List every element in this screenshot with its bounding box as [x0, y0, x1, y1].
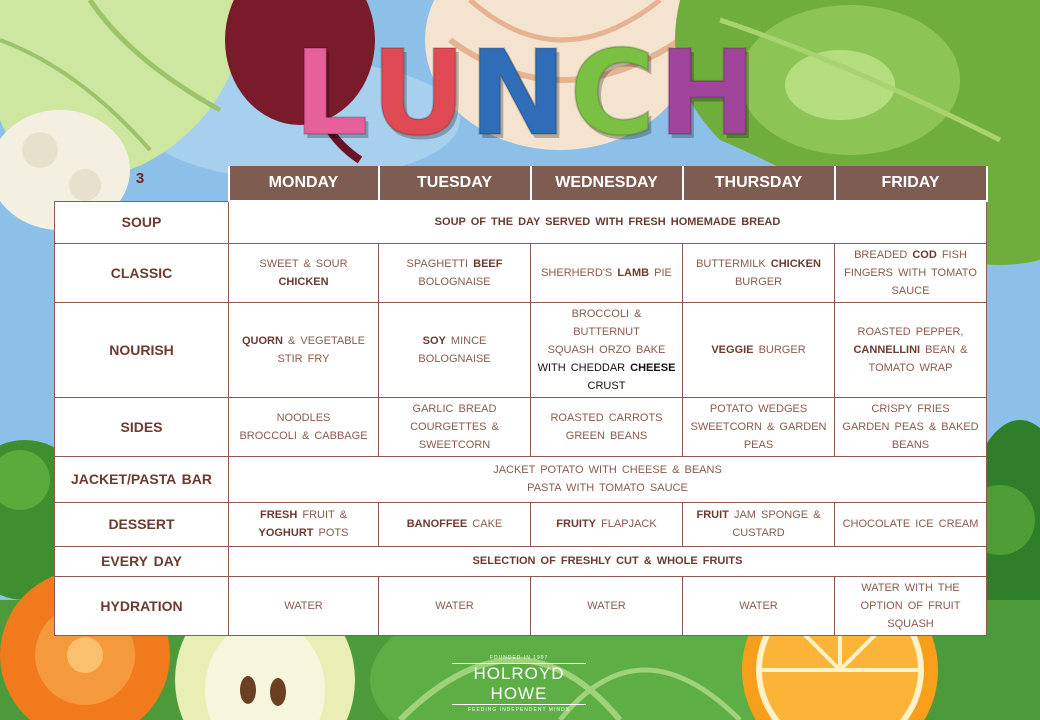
cell-line: BREADED COD FISH — [854, 248, 967, 261]
title-letter: H — [657, 24, 757, 162]
day-header: TUESDAY — [379, 166, 531, 201]
menu-item-cell — [229, 502, 379, 546]
highlighted-ingredient: BANOFFEE — [406, 518, 468, 530]
cell-line: NOODLES — [276, 411, 331, 424]
holroyd-howe-logo — [444, 655, 594, 713]
cell-line: GARDEN PEAS & BAKED — [842, 420, 979, 433]
cell-line: SELECTION OF FRESHLY CUT & WHOLE FRUITS — [472, 555, 743, 567]
highlighted-ingredient: COD — [912, 248, 937, 261]
day-header: THURSDAY — [683, 166, 835, 201]
menu-row — [55, 576, 987, 635]
cell-line: CANNELLINI BEAN & — [853, 343, 968, 356]
lunch-title — [293, 22, 757, 162]
cell-line: SWEET & SOUR — [259, 257, 348, 270]
row-category-label: SIDES — [55, 397, 229, 456]
cell-line: CRUST — [587, 379, 626, 392]
menu-item-cell — [683, 397, 835, 456]
menu-row — [55, 201, 987, 243]
cell-line — [235, 273, 372, 291]
logo-founded: FOUNDED IN 1997 — [489, 655, 549, 661]
menu-item-cell — [683, 576, 835, 635]
highlighted-ingredient: CHICKEN — [278, 275, 329, 288]
cell-line: FRESH FRUIT & — [260, 509, 347, 521]
menu-item-cell — [379, 576, 531, 635]
menu-item-cell — [683, 502, 835, 546]
day-header: MONDAY — [229, 166, 379, 201]
menu-item-cell — [379, 502, 531, 546]
cell-line: PEAS — [743, 438, 774, 451]
header-corner — [55, 166, 229, 201]
cell-line: TOMATO WRAP — [868, 361, 953, 374]
highlighted-ingredient: VEGGIE — [711, 343, 754, 356]
menu-item-cell — [531, 502, 683, 546]
all-week-cell — [229, 546, 987, 576]
menu-item-cell — [531, 576, 683, 635]
cell-line: STIR FRY — [277, 352, 330, 365]
cell-line: FINGERS WITH TOMATO — [844, 266, 977, 279]
cell-line: SQUASH — [887, 617, 934, 630]
cell-line: QUORN & VEGETABLE — [241, 334, 365, 347]
cell-line: POTATO WEDGES — [709, 402, 808, 415]
cell-line: CHOCOLATE ICE CREAM — [842, 518, 979, 530]
week-number: 3 — [135, 170, 145, 187]
menu-item-cell — [531, 397, 683, 456]
cell-line: COURGETTES & — [410, 420, 499, 433]
menu-row — [55, 456, 987, 502]
row-category-label: EVERY DAY — [55, 546, 229, 576]
logo-name: HOLROYD HOWE — [452, 663, 586, 705]
cell-line: CRISPY FRIES — [871, 402, 950, 415]
cell-line: BUTTERMILK CHICKEN — [696, 257, 821, 270]
row-category-label: DESSERT — [55, 502, 229, 546]
highlighted-ingredient: FRUITY — [556, 518, 597, 530]
cell-line: SOY MINCE BOLOGNAISE — [418, 334, 491, 365]
menu-row — [55, 546, 987, 576]
cell-line: FRUITY FLAPJACK — [556, 518, 657, 530]
title-letter: C — [569, 24, 656, 162]
day-header-row — [55, 166, 987, 201]
cell-line: SHERHERD'S LAMB PIE — [541, 266, 672, 279]
cell-line: BROCCOLI & CABBAGE — [239, 429, 368, 442]
row-category-label: SOUP — [55, 201, 229, 243]
menu-item-cell — [531, 302, 683, 397]
cell-line: JACKET POTATO WITH CHEESE & BEANS — [493, 464, 722, 476]
cell-line: SOUP OF THE DAY SERVED WITH FRESH HOMEMADE BREAD — [434, 216, 781, 229]
cell-line: WATER — [739, 599, 778, 612]
logo-tagline: FEEDING INDEPENDENT MINDS — [468, 707, 570, 713]
title-letter: L — [293, 24, 369, 162]
cell-line: SQUASH ORZO BAKE — [547, 343, 666, 356]
cell-line: WATER — [435, 599, 474, 612]
menu-item-cell — [683, 243, 835, 302]
row-category-label: CLASSIC — [55, 243, 229, 302]
cell-line: WATER — [587, 599, 626, 612]
cell-line: BROCCOLI & BUTTERNUT — [571, 307, 642, 338]
cell-line: SPAGHETTI BEEF — [406, 257, 503, 270]
menu-item-cell — [835, 502, 987, 546]
highlighted-ingredient: LAMB — [617, 266, 650, 279]
cell-line: WATER — [284, 599, 323, 612]
day-header: WEDNESDAY — [531, 166, 683, 201]
cell-line: YOGHURT POTS — [258, 527, 349, 539]
cell-line: FRUIT JAM SPONGE & — [696, 509, 821, 521]
lunch-menu-table — [54, 166, 988, 636]
menu-body — [55, 201, 987, 635]
menu-item-cell — [379, 397, 531, 456]
cell-line: SWEETCORN — [418, 438, 491, 451]
menu-item-cell — [229, 397, 379, 456]
highlighted-ingredient: SOY — [422, 334, 446, 347]
highlighted-ingredient: CHEESE — [630, 361, 676, 374]
cell-line: BANOFFEE CAKE — [406, 518, 503, 530]
all-week-cell — [229, 201, 987, 243]
menu-item-cell — [835, 397, 987, 456]
menu-item-cell — [379, 243, 531, 302]
cell-line: VEGGIE BURGER — [711, 343, 806, 356]
menu-item-cell — [835, 243, 987, 302]
cell-line: GARLIC BREAD — [412, 402, 497, 415]
highlighted-ingredient: FRUIT — [696, 509, 729, 521]
menu-item-cell — [229, 302, 379, 397]
cell-line: SAUCE — [891, 284, 930, 297]
title-letter: N — [468, 24, 568, 162]
cell-line: WATER WITH THE — [861, 581, 960, 594]
row-category-label: HYDRATION — [55, 576, 229, 635]
cell-line: PASTA WITH TOMATO SAUCE — [527, 482, 688, 494]
all-week-cell — [229, 456, 987, 502]
menu-row — [55, 243, 987, 302]
highlighted-ingredient: CANNELLINI — [853, 343, 921, 356]
row-category-label: NOURISH — [55, 302, 229, 397]
cell-line: BEANS — [891, 438, 930, 451]
cell-line: WITH CHEDDAR CHEESE — [537, 361, 676, 374]
highlighted-ingredient: YOGHURT — [258, 527, 314, 539]
menu-row — [55, 502, 987, 546]
menu-item-cell — [229, 243, 379, 302]
cell-line: BOLOGNAISE — [418, 275, 491, 288]
cell-line: SWEETCORN & GARDEN — [690, 420, 827, 433]
menu-row — [55, 397, 987, 456]
cell-line: OPTION OF FRUIT — [860, 599, 961, 612]
row-category-label: JACKET/PASTA BAR — [55, 456, 229, 502]
menu-item-cell — [835, 302, 987, 397]
cell-line: GREEN BEANS — [565, 429, 648, 442]
day-header: FRIDAY — [835, 166, 987, 201]
cell-line: CUSTARD — [732, 527, 785, 539]
highlighted-ingredient: QUORN — [241, 334, 283, 347]
menu-item-cell — [229, 576, 379, 635]
title-letter: U — [370, 24, 467, 162]
highlighted-ingredient: BEEF — [473, 257, 503, 270]
menu-item-cell — [683, 302, 835, 397]
highlighted-ingredient: FRESH — [260, 509, 298, 521]
menu-item-cell — [379, 302, 531, 397]
cell-line: BURGER — [734, 275, 783, 288]
cell-line: ROASTED PEPPER, — [857, 325, 964, 338]
menu-row — [55, 302, 987, 397]
cell-line: ROASTED CARROTS — [550, 411, 663, 424]
highlighted-ingredient: CHICKEN — [770, 257, 821, 270]
menu-item-cell — [531, 243, 683, 302]
menu-item-cell — [835, 576, 987, 635]
